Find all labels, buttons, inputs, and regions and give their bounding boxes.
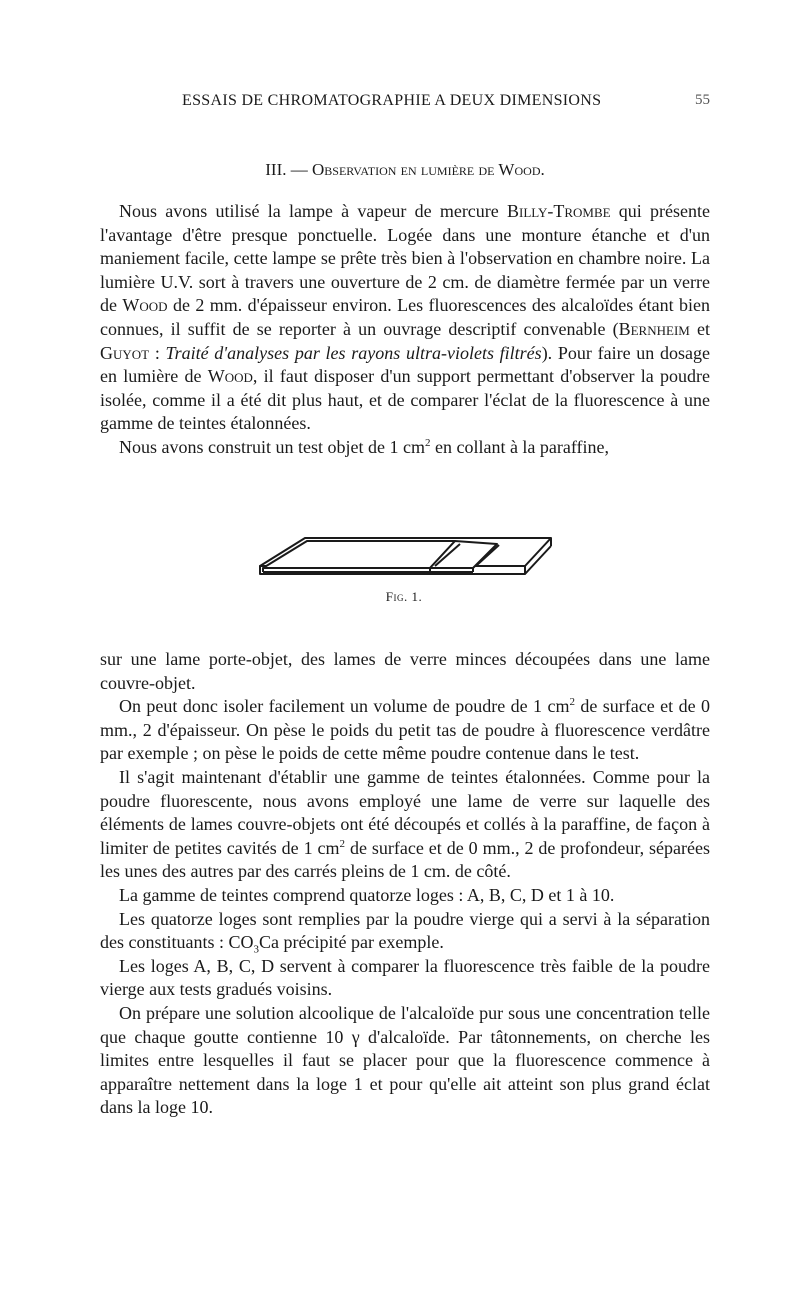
paragraph: On peut donc isoler facilement un volume de poudre de 1 $cm^2$ de surface et de 0 mm., 2 d'épaisseur. On pèse le poids du petit tas de poudre à fluorescence verdâtre par exemple ; on pèse le poids de cette même poudre contenue dans le test. bbox=[100, 696, 710, 764]
paragraph: sur une lame porte-objet, des lames de verre minces découpées dans une lame couvre-objet. bbox=[100, 649, 710, 693]
paragraph: Les loges A, B, C, D servent à comparer la fluorescence très faible de la poudre vierge aux tests gradués voisins. bbox=[100, 955, 710, 1000]
paragraph: Il s'agit maintenant d'établir une gamme de teintes étalonnées. Comme pour la poudre fluorescente, nous avons employé une lame de verre sur laquelle des éléments de lames couvre-objets ont été découpés et collés à la paraffine, de façon à limiter de petites cavités de 1 $cm^2$ de surface et de 0 mm., 2 de profondeur, séparées les unes des autres par des carrés pleins de 1 cm. de côté. bbox=[100, 766, 710, 882]
text-block-before-figure bbox=[100, 200, 710, 460]
author-name: Wood bbox=[122, 295, 168, 316]
author-name: Billy-Trombe bbox=[507, 201, 611, 221]
section-title: Observation en lumière de Wood. bbox=[311, 160, 545, 179]
slide-illustration bbox=[255, 532, 565, 592]
paragraph: Nous avons utilisé la lampe à vapeur de mercure Billy-Trombe qui présente l'avantage d'être presque ponctuelle. Logée dans une monture étanche et d'un maniement facile, cette lampe se prête très bien à l'observation en chambre noire. La lumière U.V. sort à travers une ouverture de 2 cm. de diamètre fermée par un verre de Wood de 2 mm. d'épaisseur environ. Les fluorescences des alcaloïdes étant bien connues, il suffit de se reporter à un ouvrage descriptif convenable (Bernheim et Guyot : Traité d'analyses par les rayons ultra-violets filtrés). Pour faire un dosage en lumière de Wood, il faut disposer d'un support permettant d'observer la poudre isolée, comme il a été dit plus haut, et de comparer l'éclat de la fluorescence à une gamme de teintes étalonnées. bbox=[100, 201, 711, 434]
paragraph: On prépare une solution alcoolique de l'alcaloïde pur sous une concentration telle que chaque goutte contienne 10 γ d'alcaloïde. Par tâtonnements, on cherche les limites entre lesquelles il faut se placer pour que la fluorescence commence à apparaître nettement dans la loge 1 et pour qu'elle ait atteint son plus grand éclat dans la loge 10. bbox=[100, 1002, 710, 1118]
section-number: III. — bbox=[265, 160, 308, 179]
page-number: 55 bbox=[695, 92, 710, 108]
paragraph: Les quatorze loges sont remplies par la poudre vierge qui a servi à la séparation des constituants : $CO_3Ca$ précipité par exemple. bbox=[100, 908, 710, 956]
running-title: ESSAIS DE CHROMATOGRAPHIE A DEUX DIMENSIONS bbox=[182, 92, 602, 109]
paragraph: Nous avons construit un test objet de 1 $cm^2$ en collant à la paraffine, bbox=[119, 436, 610, 457]
figure-caption: Fig. 1. bbox=[385, 589, 423, 604]
author-name: Wood bbox=[207, 366, 253, 387]
paragraph: La gamme de teintes comprend quatorze loges : A, B, C, D et 1 à 10. bbox=[119, 884, 615, 905]
text-block-after-figure bbox=[100, 648, 710, 1120]
author-name: Bernheim bbox=[618, 318, 690, 339]
book-title: Traité d'analyses par les rayons ultra-violets filtrés bbox=[165, 342, 542, 363]
author-name: Guyot bbox=[100, 342, 150, 363]
section-heading bbox=[100, 160, 710, 180]
figure-slide-drawing bbox=[255, 532, 565, 618]
running-header bbox=[100, 92, 710, 116]
